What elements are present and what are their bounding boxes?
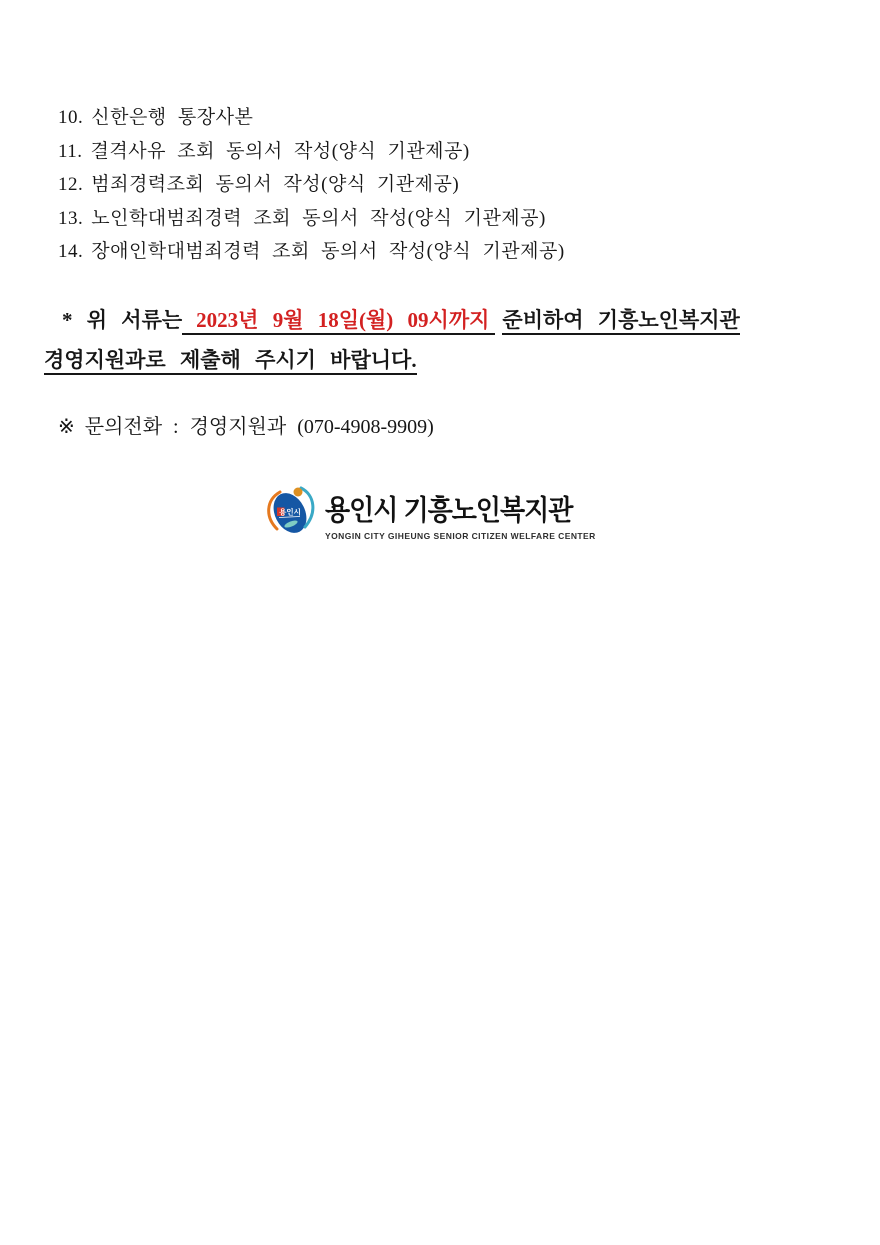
list-item-text: 신한은행 통장사본 bbox=[91, 107, 254, 128]
list-item-text: 장애인학대범죄경력 조회 동의서 작성(양식 기관제공) bbox=[91, 241, 565, 262]
contact-line bbox=[58, 410, 434, 439]
list-item-number: 14. bbox=[58, 241, 84, 262]
org-name-english: YONGIN CITY GIHEUNG SENIOR CITIZEN WELFARE CENTER bbox=[325, 531, 596, 541]
org-logo bbox=[265, 483, 596, 541]
list-item-number: 13. bbox=[58, 207, 84, 229]
yongin-city-emblem-icon bbox=[265, 483, 317, 541]
list-item-text: 결격사유 조회 동의서 작성(양식 기관제공) bbox=[90, 140, 470, 162]
emblem-text: 용인시 bbox=[279, 507, 301, 517]
contact-text: 문의전화 : 경영지원과 (070-4908-9909) bbox=[84, 416, 434, 438]
list-item-number: 10. bbox=[58, 107, 84, 128]
reference-mark: ※ bbox=[58, 416, 75, 438]
org-name-korean: 용인시 기흥노인복지관 bbox=[325, 493, 573, 526]
list-item-number: 11. bbox=[58, 140, 83, 162]
submission-notice bbox=[44, 300, 844, 380]
list-item bbox=[58, 202, 565, 236]
list-item bbox=[58, 101, 565, 135]
list-item-number: 12. bbox=[58, 174, 84, 195]
list-item bbox=[58, 235, 565, 269]
notice-deadline: 2023년 9월 18일(월) 09시까지 bbox=[182, 308, 495, 335]
list-item bbox=[58, 168, 565, 202]
notice-rest: 준비하여 기흥노인복지관 bbox=[502, 308, 739, 335]
document-list bbox=[58, 101, 565, 269]
list-item bbox=[58, 135, 565, 169]
submission-notice-line1 bbox=[44, 300, 844, 340]
list-item-text: 범죄경력조회 동의서 작성(양식 기관제공) bbox=[91, 174, 460, 195]
notice-prefix: * 위 서류는 bbox=[62, 308, 183, 332]
list-item-text: 노인학대범죄경력 조회 동의서 작성(양식 기관제공) bbox=[91, 207, 546, 229]
org-text-block bbox=[325, 488, 596, 541]
submission-notice-line2 bbox=[44, 340, 844, 380]
notice-line2-text: 경영지원과로 제출해 주시기 바랍니다. bbox=[44, 348, 417, 375]
